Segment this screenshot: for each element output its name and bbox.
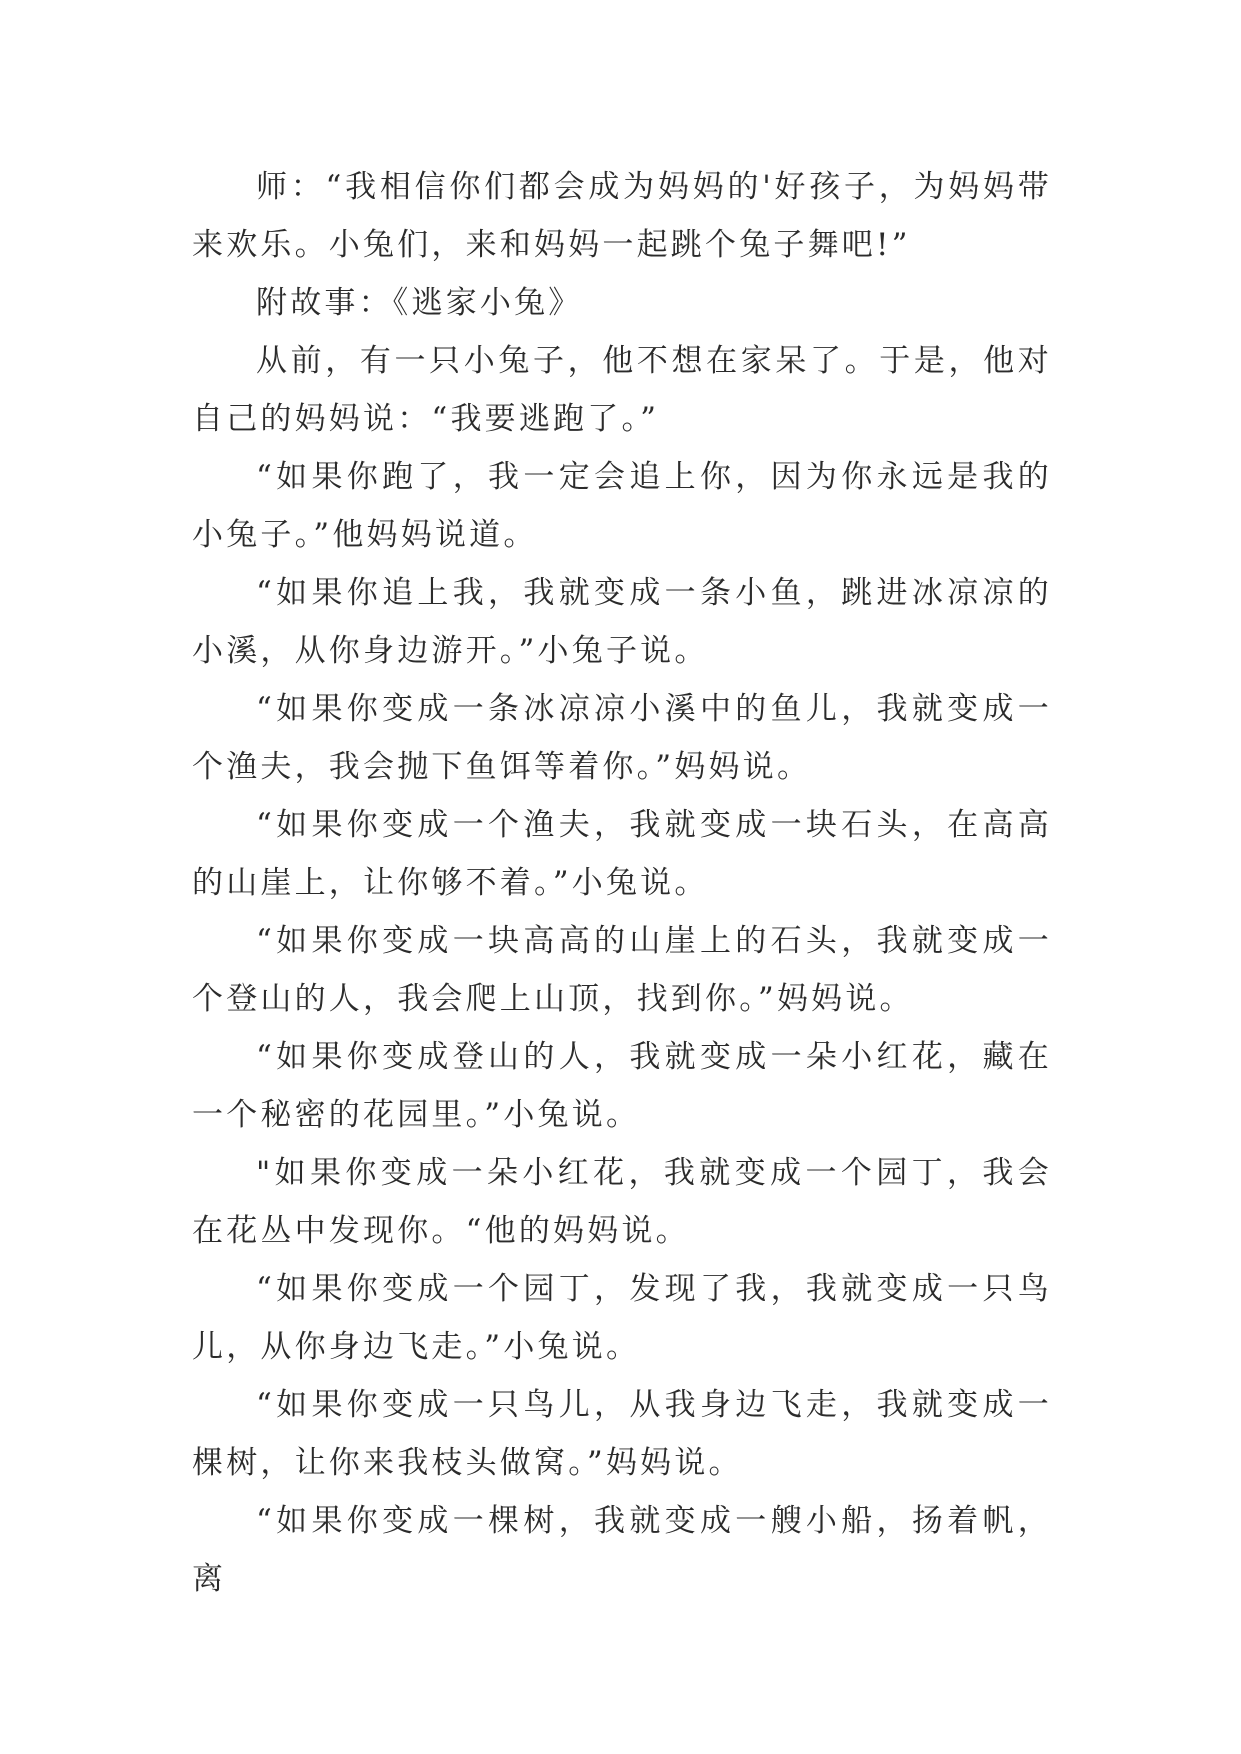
document-body (192, 158, 1052, 1608)
paragraph: “如果你变成一条冰凉凉小溪中的鱼儿，我就变成一个渔夫，我会抛下鱼饵等着你。”妈妈说。 (192, 691, 1052, 785)
paragraph: 从前，有一只小兔子，他不想在家呆了。于是，他对自己的妈妈说：“我要逃跑了。” (192, 343, 1052, 437)
paragraph: “如果你跑了，我一定会追上你，因为你永远是我的小兔子。”他妈妈说道。 (192, 459, 1052, 553)
paragraph: “如果你变成一个渔夫，我就变成一块石头，在高高的山崖上，让你够不着。”小兔说。 (192, 807, 1052, 901)
paragraph: “如果你变成一个园丁，发现了我，我就变成一只鸟儿，从你身边飞走。”小兔说。 (192, 1271, 1052, 1365)
paragraph: “如果你变成一块高高的山崖上的石头，我就变成一个登山的人，我会爬上山顶，找到你。”妈妈说。 (192, 923, 1052, 1017)
paragraph-teacher-line: 师：“我相信你们都会成为妈妈的'好孩子，为妈妈带来欢乐。小兔们，来和妈妈一起跳个兔子舞吧!” (192, 169, 1052, 263)
paragraph: “如果你变成一棵树，我就变成一艘小船，扬着帆，离 (192, 1503, 1052, 1597)
paragraph: "如果你变成一朵小红花，我就变成一个园丁，我会在花丛中发现你。“他的妈妈说。 (192, 1155, 1052, 1249)
paragraph-story-heading: 附故事：《逃家小兔》 (256, 285, 583, 321)
paragraph: “如果你变成一只鸟儿，从我身边飞走，我就变成一棵树，让你来我枝头做窝。”妈妈说。 (192, 1387, 1052, 1481)
paragraph: “如果你变成登山的人，我就变成一朵小红花，藏在一个秘密的花园里。”小兔说。 (192, 1039, 1052, 1133)
paragraph: “如果你追上我，我就变成一条小鱼，跳进冰凉凉的小溪，从你身边游开。”小兔子说。 (192, 575, 1052, 669)
